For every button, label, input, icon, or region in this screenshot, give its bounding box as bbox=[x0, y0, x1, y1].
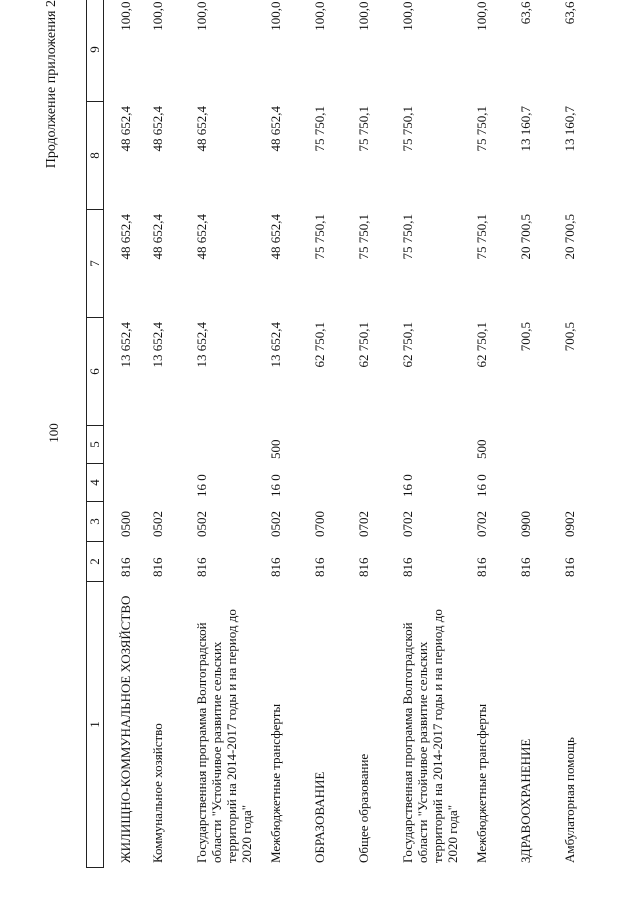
table-cell: 0902 bbox=[561, 511, 577, 537]
table-cell: 75 750,1 bbox=[311, 106, 327, 152]
table-cell bbox=[354, 464, 398, 502]
table-cell: 75 750,1 bbox=[399, 214, 415, 260]
table-row bbox=[398, 0, 472, 868]
column-header: 4 bbox=[87, 464, 104, 502]
table-row bbox=[104, 0, 148, 868]
table-cell: 13 652,4 bbox=[193, 322, 209, 368]
table-cell: 0500 bbox=[118, 511, 133, 537]
table-cell: 48 652,4 bbox=[149, 106, 165, 152]
column-header: 9 bbox=[87, 0, 104, 102]
table-cell: 62 750,1 bbox=[355, 322, 371, 368]
table-cell: 13 652,4 bbox=[267, 322, 283, 368]
table-row bbox=[560, 0, 604, 868]
table-cell: 13 160,7 bbox=[561, 106, 577, 152]
column-header: 3 bbox=[87, 502, 104, 542]
table-cell bbox=[354, 426, 398, 464]
table-cell: 75 750,1 bbox=[355, 106, 371, 152]
table-cell: 75 750,1 bbox=[399, 106, 415, 152]
table-row bbox=[192, 0, 266, 868]
table-cell: 816 bbox=[193, 557, 209, 577]
table-cell: 700,5 bbox=[561, 322, 577, 352]
table-cell: 100,0 bbox=[118, 1, 133, 31]
row-label-cell: Государственная программа Волгоградской области "Устойчивое развитие сельских территорий на 2014-2017 годы и на период до 2020 года" bbox=[399, 609, 460, 863]
appendix-continuation-label: Продолжение приложения 2 bbox=[44, 0, 59, 169]
table-cell: 816 bbox=[399, 557, 415, 577]
row-label-cell: ЖИЛИЩНО-КОММУНАЛЬНОЕ ХОЗЯЙСТВО bbox=[118, 595, 133, 863]
table-cell: 16 0 bbox=[399, 474, 415, 497]
table-cell bbox=[560, 464, 604, 502]
table-cell: 20 700,5 bbox=[517, 214, 533, 260]
table-cell: 500 bbox=[473, 439, 489, 459]
table-header-row bbox=[87, 0, 104, 868]
table-cell: 100,0 bbox=[473, 1, 489, 31]
table-cell: 100,0 bbox=[193, 1, 209, 31]
table-cell bbox=[516, 464, 560, 502]
table-cell: 48 652,4 bbox=[118, 214, 133, 260]
table-cell bbox=[104, 426, 148, 464]
table-cell: 0700 bbox=[311, 511, 327, 537]
table-cell: 48 652,4 bbox=[193, 106, 209, 152]
table-cell: 63,6 bbox=[561, 1, 577, 25]
table-cell: 75 750,1 bbox=[355, 214, 371, 260]
table-cell: 75 750,1 bbox=[311, 214, 327, 260]
budget-table bbox=[86, 0, 604, 868]
table-cell: 48 652,4 bbox=[267, 106, 283, 152]
table-row bbox=[310, 0, 354, 868]
page-number: 100 bbox=[46, 423, 61, 443]
table-cell bbox=[148, 464, 192, 502]
table-cell: 48 652,4 bbox=[193, 214, 209, 260]
table-row bbox=[148, 0, 192, 868]
table-cell: 700,5 bbox=[517, 322, 533, 352]
column-header: 1 bbox=[87, 582, 104, 868]
table-row bbox=[354, 0, 398, 868]
table-cell: 13 652,4 bbox=[149, 322, 165, 368]
table-cell: 48 652,4 bbox=[267, 214, 283, 260]
table-cell: 16 0 bbox=[267, 474, 283, 497]
table-cell: 816 bbox=[149, 557, 165, 577]
table-cell: 16 0 bbox=[473, 474, 489, 497]
table-cell: 75 750,1 bbox=[473, 214, 489, 260]
row-label-cell: Государственная программа Волгоградской области "Устойчивое развитие сельских территорий на 2014-2017 годы и на период до 2020 года" bbox=[193, 609, 254, 863]
rotated-page bbox=[40, 0, 600, 878]
column-header: 7 bbox=[87, 210, 104, 318]
table-row bbox=[516, 0, 560, 868]
table-cell: 16 0 bbox=[193, 474, 209, 497]
table-cell: 816 bbox=[561, 557, 577, 577]
table-cell bbox=[560, 426, 604, 464]
table-cell: 48 652,4 bbox=[118, 106, 133, 152]
table-cell: 100,0 bbox=[149, 1, 165, 31]
table-cell bbox=[148, 426, 192, 464]
table-cell bbox=[310, 464, 354, 502]
table-cell: 62 750,1 bbox=[473, 322, 489, 368]
table-cell bbox=[516, 426, 560, 464]
table-cell: 0502 bbox=[267, 511, 283, 537]
table-cell: 62 750,1 bbox=[399, 322, 415, 368]
table-cell bbox=[398, 426, 472, 464]
table-cell: 100,0 bbox=[311, 1, 327, 31]
row-label-cell: Межбюджетные трансферты bbox=[473, 703, 489, 863]
table-cell: 816 bbox=[311, 557, 327, 577]
table-cell: 100,0 bbox=[267, 1, 283, 31]
row-label-cell: Амбулаторная помощь bbox=[561, 737, 577, 863]
table-cell: 816 bbox=[267, 557, 283, 577]
row-label-cell: Коммунальное хозяйство bbox=[149, 723, 165, 863]
table-cell: 13 160,7 bbox=[517, 106, 533, 152]
table-cell: 63,6 bbox=[517, 1, 533, 25]
column-header: 8 bbox=[87, 102, 104, 210]
table-cell: 48 652,4 bbox=[149, 214, 165, 260]
table-cell: 20 700,5 bbox=[561, 214, 577, 260]
table-cell: 0502 bbox=[149, 511, 165, 537]
table-cell: 62 750,1 bbox=[311, 322, 327, 368]
row-label-cell: ОБРАЗОВАНИЕ bbox=[311, 771, 327, 863]
column-header: 5 bbox=[87, 426, 104, 464]
table-cell bbox=[310, 426, 354, 464]
row-label-cell: Общее образование bbox=[355, 753, 371, 863]
table-cell: 75 750,1 bbox=[473, 106, 489, 152]
row-label-cell: ЗДРАВООХРАНЕНИЕ bbox=[517, 738, 533, 863]
table-row bbox=[266, 0, 310, 868]
table-cell: 0702 bbox=[473, 511, 489, 537]
table-cell: 0502 bbox=[193, 511, 209, 537]
table-cell: 816 bbox=[517, 557, 533, 577]
table-row bbox=[472, 0, 516, 868]
table-cell: 816 bbox=[118, 557, 133, 577]
table-cell: 100,0 bbox=[355, 1, 371, 31]
table-cell bbox=[192, 426, 266, 464]
table-cell: 0900 bbox=[517, 511, 533, 537]
table-cell bbox=[104, 464, 148, 502]
table-cell: 500 bbox=[267, 439, 283, 459]
column-header: 6 bbox=[87, 318, 104, 426]
table-cell: 13 652,4 bbox=[118, 322, 133, 368]
table-cell: 100,0 bbox=[399, 1, 415, 31]
row-label-cell: Межбюджетные трансферты bbox=[267, 703, 283, 863]
table-cell: 816 bbox=[355, 557, 371, 577]
table-cell: 816 bbox=[473, 557, 489, 577]
column-header: 2 bbox=[87, 542, 104, 582]
table-cell: 0702 bbox=[355, 511, 371, 537]
table-cell: 0702 bbox=[399, 511, 415, 537]
